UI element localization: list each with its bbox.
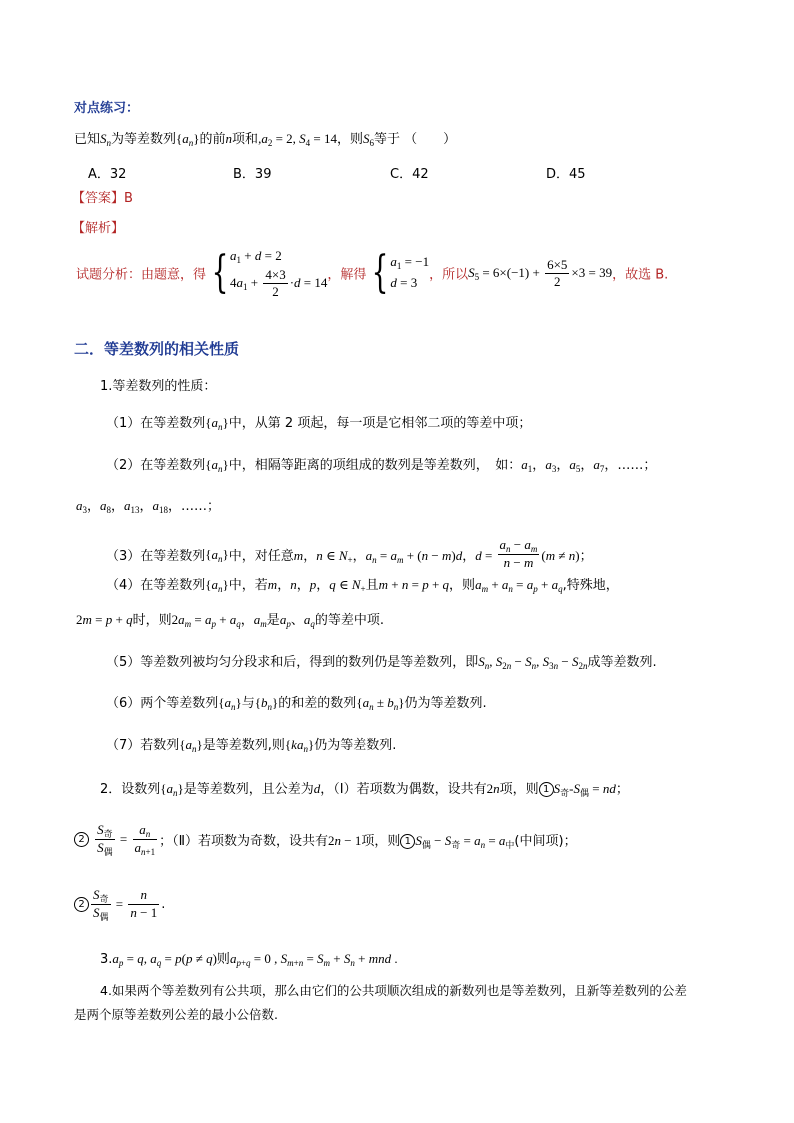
option-d: D．45 [546, 167, 586, 182]
property-2: （2）在等差数列$\{a_n\}$中，相隔等距离的项组成的数列是等差数列， 如：$a_1$，$a_3$，$a_5$，$a_7$，……； [106, 457, 657, 474]
answer: 【答案】B [72, 191, 133, 206]
property-title: 1.等差数列的性质： [100, 379, 217, 394]
option-a: A．32 [88, 167, 127, 182]
property-set-2-odd: 2 $\frac{S_奇}{S_偶}$ = $\frac{n}{n - 1}$ . [74, 887, 165, 922]
property-4: （4）在等差数列$\{a_n\}$中，若m，n，p，q ∈ $N_+$且m + n = p + q，则$a_m + a_n = a_p + a_q$,特殊地， [106, 577, 619, 594]
property-4-cont: 2m = p + q时，则$2a_m = a_p + a_q$，$a_m$是$a_p$、$a_q$的等差中项. [76, 612, 384, 629]
analysis-text: 试题分析：由题意，得 { $a_1 + d = 2$ $4a_1$ + $\frac{4\times 3}{2}$ ·d = 14 ，解得 { $a_1 = -1$ d = 3 ，所以$S_5 = 6\times(-1)$ + $\frac{6\times 5}{2}$ ×3 = 39，故选 B. [76, 247, 669, 299]
property-3: （3）在等差数列$\{a_n\}$中，对任意m，n ∈ $N_+$，$a_n = a_m + (n - m)d$，d = $\frac{a_n - a_m}{n - m}$ (m ≠ n)； [106, 537, 593, 570]
exercise-question: 已知$S_n$为等差数列$\{a_n\}$的前n项和$,a_2 = 2$, $S_4 = 14$，则$S_6$等于 （ ） [74, 131, 457, 148]
exercise-heading: 对点练习： [74, 101, 140, 116]
property-6: （6）两个等差数列$\{a_n\}$与$\{b_n\}$的和差的数列$\{a_n \pm b_n\}$仍为等差数列. [106, 695, 487, 712]
property-set-4-line1: 4.如果两个等差数列有公共项，那么由它们的公共项顺次组成的新数列也是等差数列，且新等差数列的公差 [100, 983, 687, 998]
property-set-2: 2．设数列$\{a_n\}$是等差数列，且公差为d，（Ⅰ）若项数为偶数，设共有2n项，则 1 $S_奇-S_偶$ = nd； [100, 781, 629, 799]
analysis-label: 【解析】 [72, 221, 125, 236]
option-c: C．42 [390, 167, 429, 182]
property-7: （7）若数列$\{a_n\}$是等差数列,则$\{ka_n\}$仍为等差数列. [106, 737, 397, 754]
property-set-4-line2: 是两个原等差数列公差的最小公倍数. [74, 1007, 278, 1022]
option-b: B．39 [233, 167, 272, 182]
property-1: （1）在等差数列$\{a_n\}$中，从第 2 项起，每一项是它相邻二项的等差中项； [106, 415, 532, 432]
property-5: （5）等差数列被均匀分段求和后，得到的数列仍是等差数列，即$S_n$, $S_{2n} - S_n$, $S_{3n} - S_{2n}$成等差数列. [106, 654, 657, 671]
property-set-3: $3.a_p = q$, $a_q = p(p \ne q)$则$a_{p+q} = 0$ , $S_{m+n} = S_m + S_n$ + mnd . [100, 951, 398, 968]
property-set-2-cont: 2 $\frac{S_奇}{S_偶}$ = $\frac{a_n}{a_{n+1}}$ ；（Ⅱ）若项数为奇数，设共有2n − 1项，则 1 $S_偶 - S_奇 = a_n = a_中$(中间项)； [74, 822, 577, 857]
property-2-cont: $a_3$，$a_8$，$a_{13}$，$a_{18}$，……； [76, 498, 221, 515]
section-title: 二．等差数列的相关性质 [74, 340, 240, 358]
